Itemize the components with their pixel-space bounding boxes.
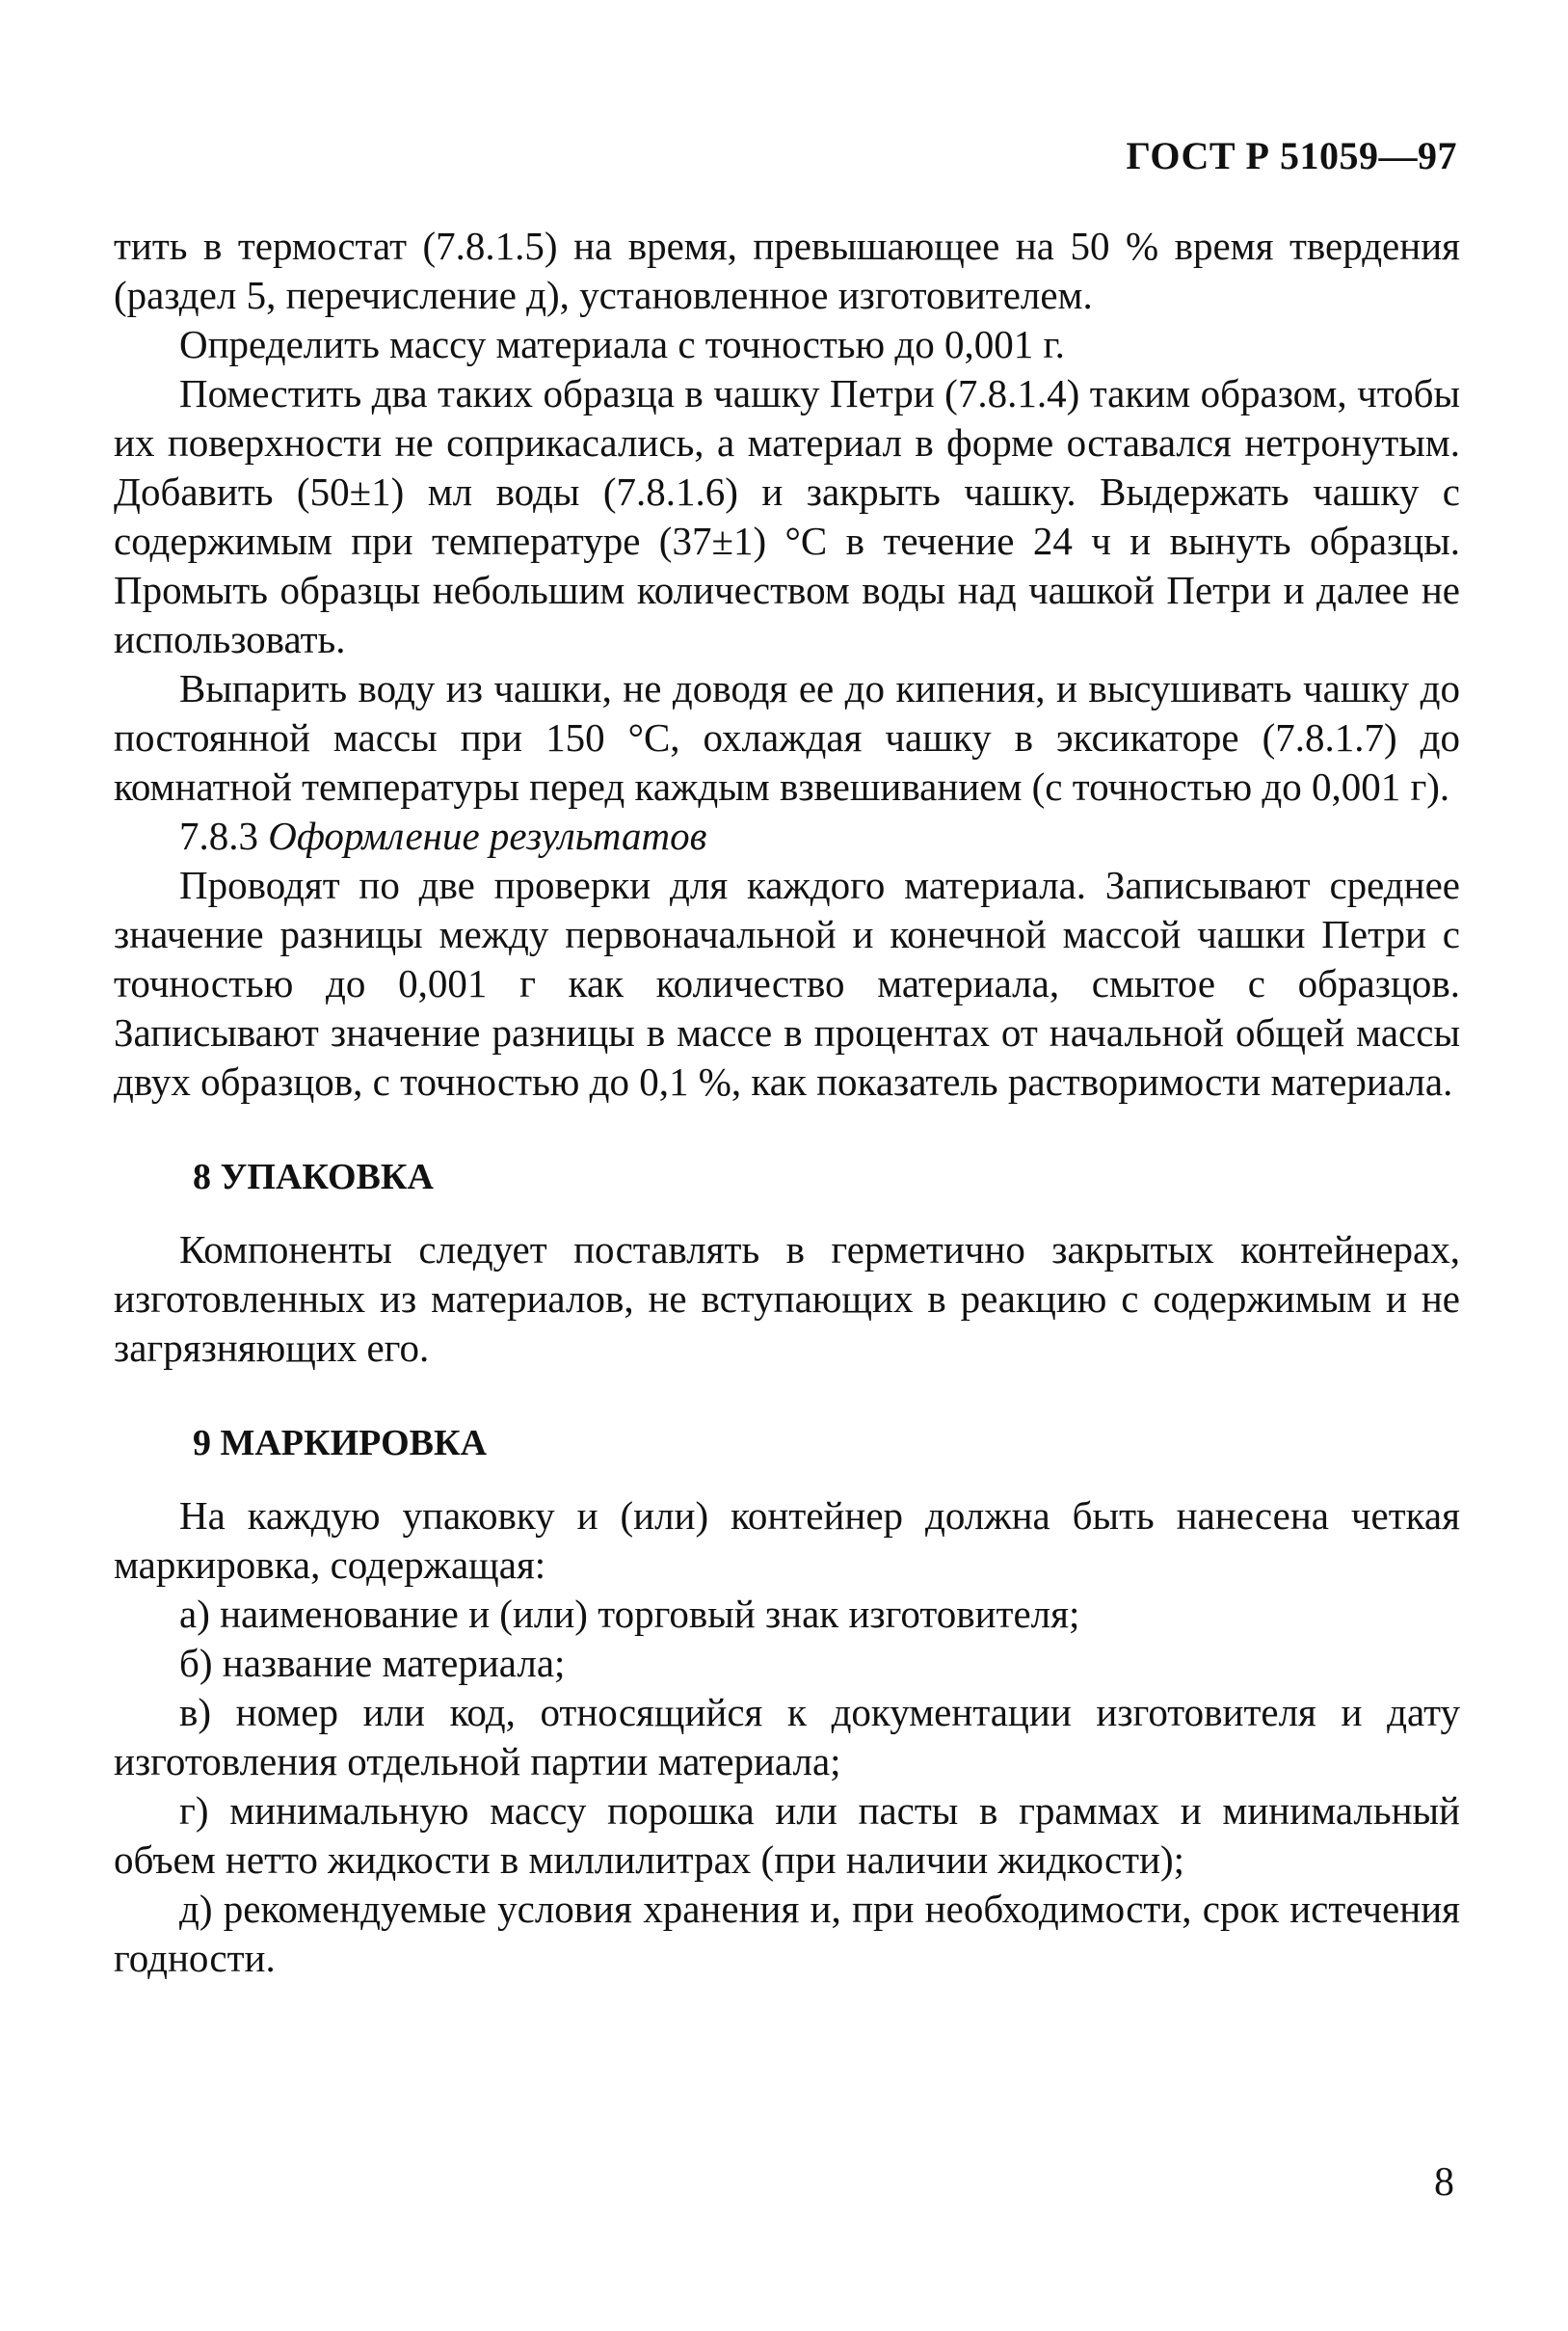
paragraph-marking-intro: На каждую упаковку и (или) контейнер должна быть нанесена четкая маркировка, содержащая: xyxy=(114,1493,1460,1587)
list-item-marking-b: б) название материала; xyxy=(179,1641,566,1685)
list-item-marking-d: д) рекомендуемые условия хранения и, при необходимости, срок истечения годности. xyxy=(114,1887,1460,1980)
subsection-number: 7.8.3 xyxy=(179,814,258,858)
page-number: 8 xyxy=(1434,2160,1454,2205)
subsection-heading-7-8-3 xyxy=(114,812,1460,861)
section-heading-packaging: 8 УПАКОВКА xyxy=(193,1157,434,1197)
document-body xyxy=(114,222,1460,1983)
section-heading-marking: 9 МАРКИРОВКА xyxy=(193,1423,488,1463)
subsection-title: Оформление результатов xyxy=(268,814,707,858)
paragraph-evaporation: Выпарить воду из чашки, не доводя ее до кипения, и высушивать чашку до постоянной массы при 150 °С, охлаждая чашку в эксикаторе (7.8.1.7) до комнатной температуры перед каждым взвешиванием (с точностью до 0,001 г). xyxy=(114,666,1460,809)
paragraph-mass-determination: Определить массу материала с точностью до 0,001 г. xyxy=(179,322,1065,366)
standard-header: ГОСТ Р 51059—97 xyxy=(1126,134,1457,177)
list-item-marking-a: а) наименование и (или) торговый знак изготовителя; xyxy=(179,1592,1080,1636)
list-item-marking-g: г) минимальную массу порошка или пасты в граммах и минимальный объем нетто жидкости в миллилитрах (при наличии жидкости); xyxy=(114,1788,1460,1882)
paragraph-petri-dish: Поместить два таких образца в чашку Петри (7.8.1.4) таким образом, чтобы их поверхности не соприкасались, а материал в форме оставался нетронутым. Добавить (50±1) мл воды (7.8.1.6) и закрыть чашку. Выдержать чашку с содержимым при температуре (37±1) °С в течение 24 ч и вынуть образцы. Промыть образцы небольшим количеством воды над чашкой Петри и далее не использовать. xyxy=(114,371,1460,661)
paragraph-results: Проводят по две проверки для каждого материала. Записывают среднее значение разницы между первоначальной и конечной массой чашки Петри с точностью до 0,001 г как количество материала, смытое с образцов. Записывают значение разницы в массе в процентах от начальной общей массы двух образцов, с точностью до 0,1 %, как показатель растворимости материала. xyxy=(114,863,1460,1104)
list-item-marking-v: в) номер или код, относящийся к документации изготовителя и дату изготовления отдельной партии материала; xyxy=(114,1690,1460,1783)
paragraph-continuation: тить в термостат (7.8.1.5) на время, превышающее на 50 % время твердения (раздел 5, перечисление д), установленное изготовителем. xyxy=(114,224,1460,317)
paragraph-packaging: Компоненты следует поставлять в герметично закрытых контейнерах, изготовленных из материалов, не вступающих в реакцию с содержимым и не загрязняющих его. xyxy=(114,1227,1460,1370)
